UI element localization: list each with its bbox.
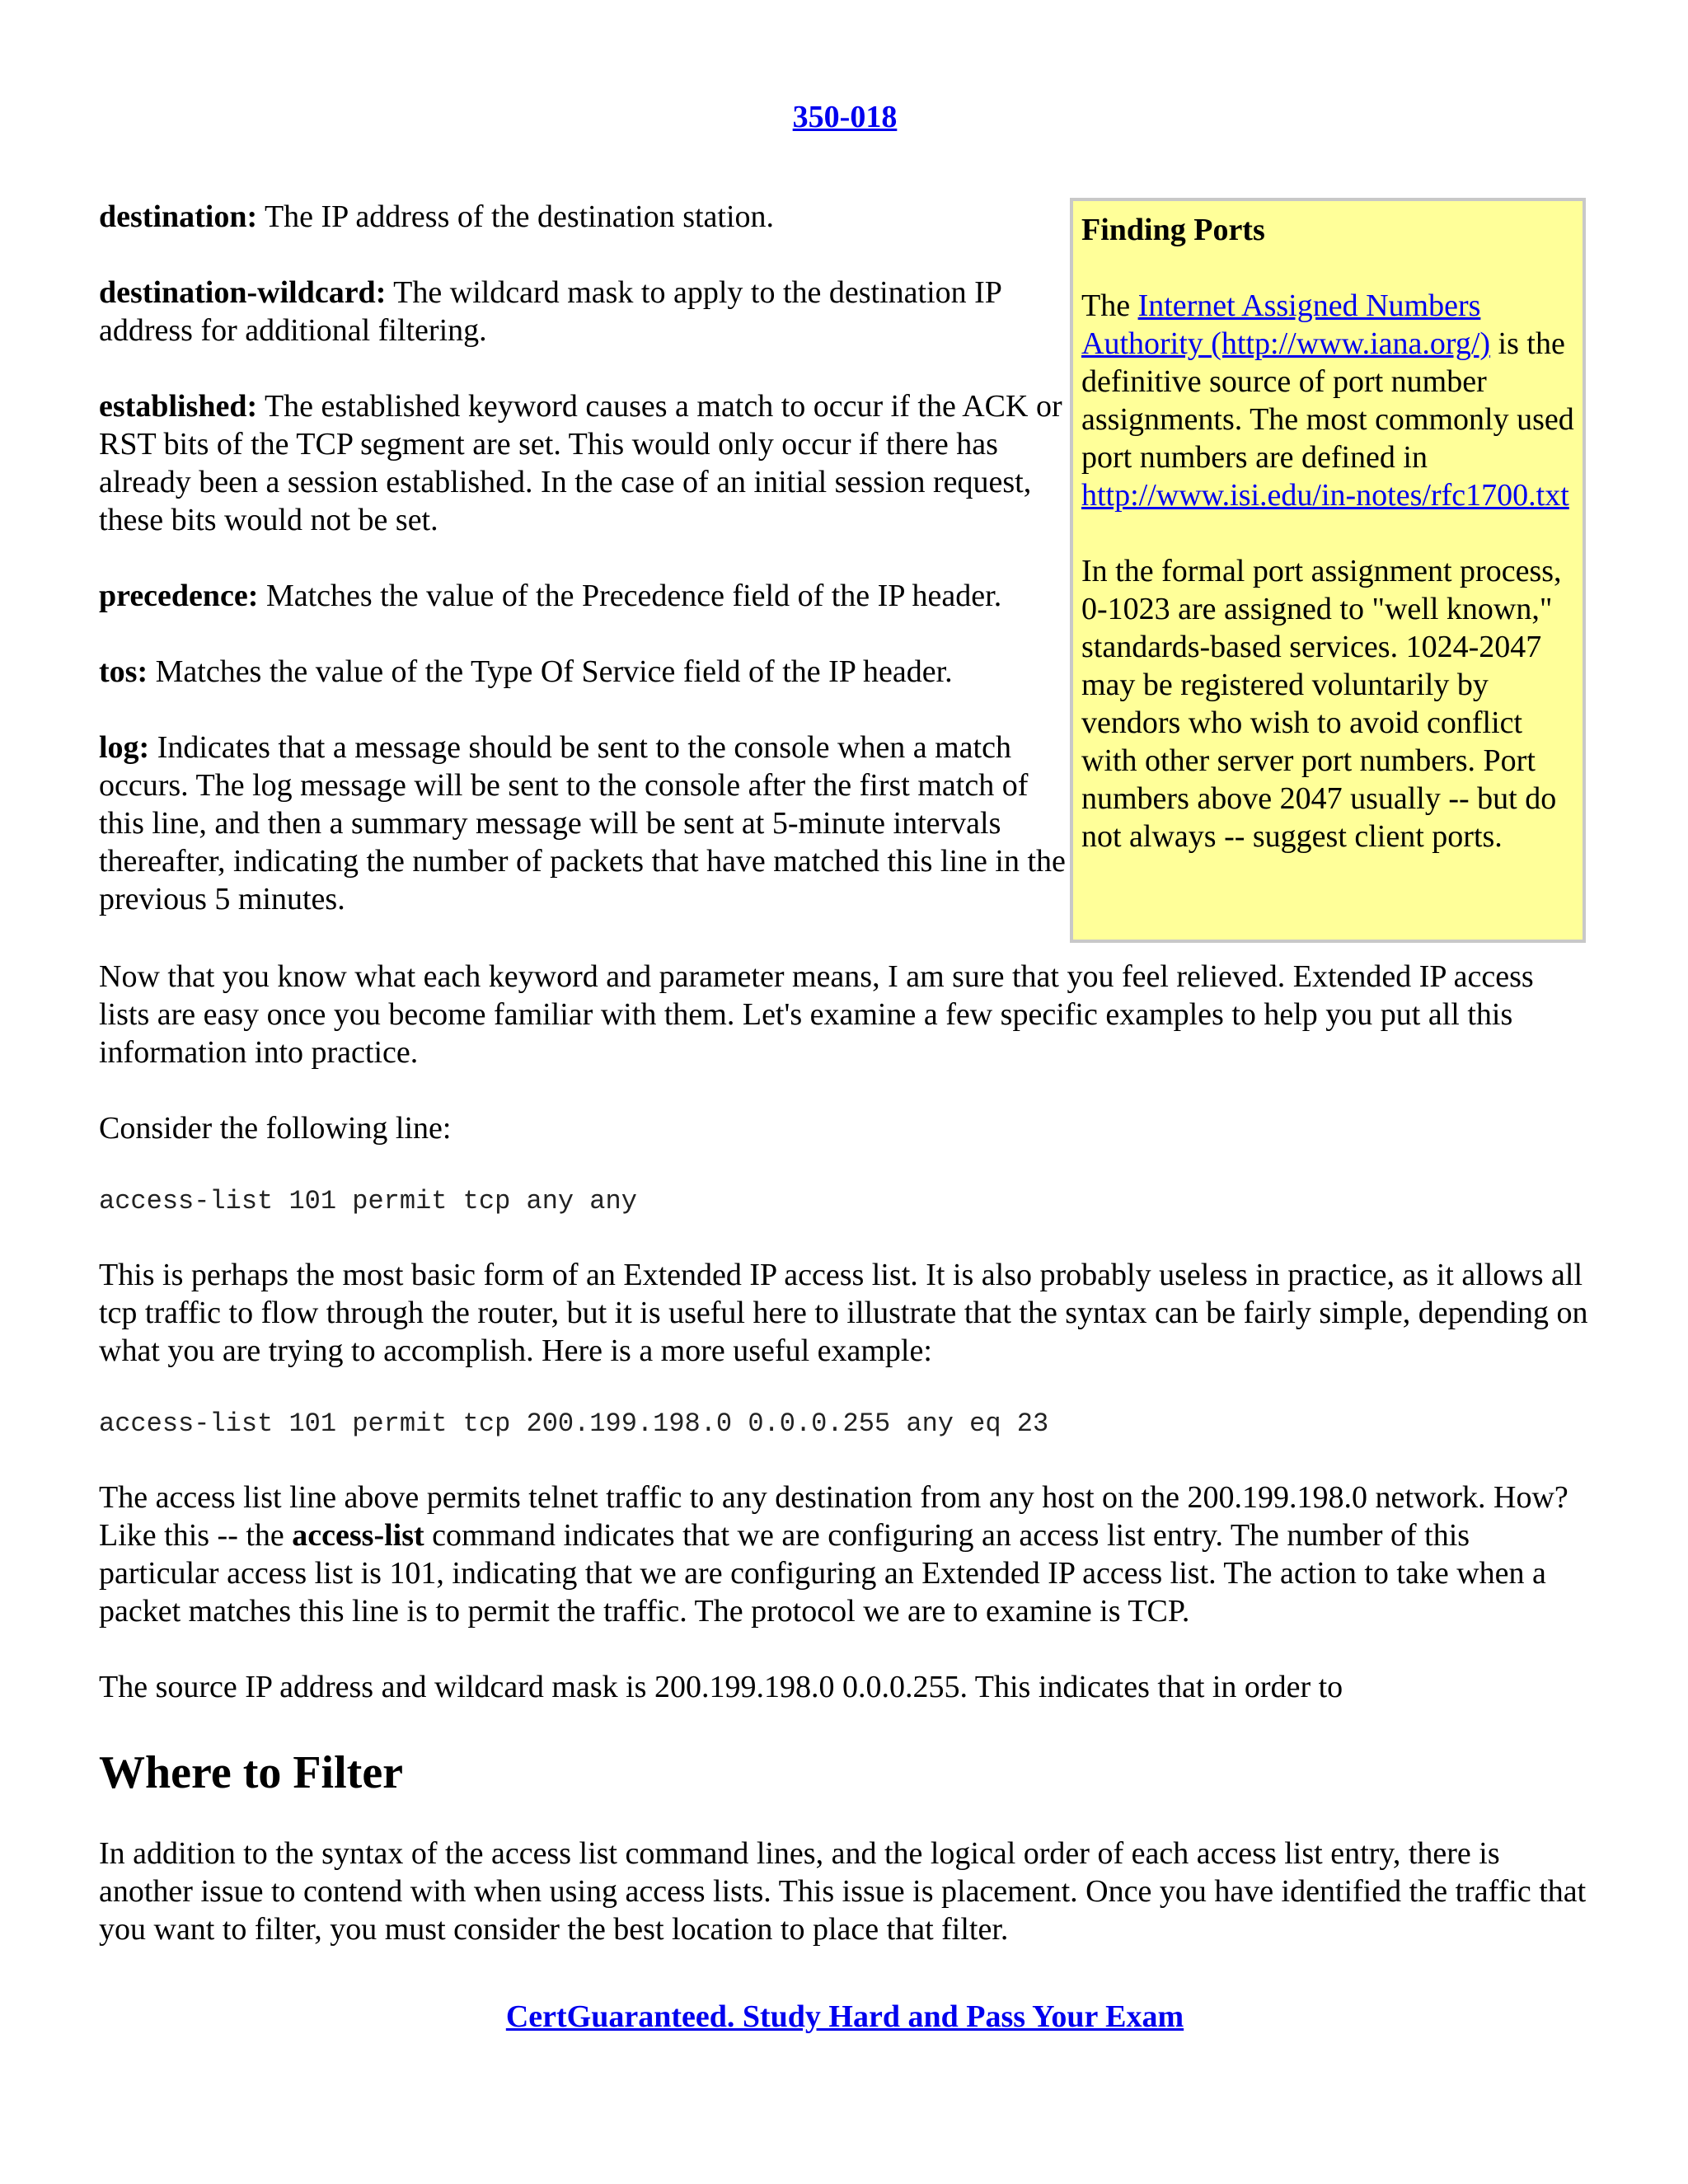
definition-text: The established keyword causes a match to occur if the ACK or RST bits of the TCP segment are set. This would only occur if there has already been a session established. In the case of an initial session request, these bits would not be set.: [99, 389, 1062, 537]
definition-term: precedence:: [99, 579, 259, 613]
definition-term: destination-wildcard:: [99, 275, 387, 310]
footer-link[interactable]: CertGuaranteed. Study Hard and Pass Your Exam: [505, 1999, 1184, 2034]
body-paragraph: The source IP address and wildcard mask is 200.199.198.0 0.0.0.255. This indicates that in order to: [99, 1670, 1343, 1704]
definition-destination: [99, 198, 1071, 236]
access-list-keyword: access-list: [292, 1518, 424, 1553]
sidebar-text: is the definitive source of port number assignments. The most commonly used port numbers are defined in: [1081, 326, 1574, 475]
sidebar-paragraph-port-ranges: In the formal port assignment process, 0-1023 are assigned to "well known," standards-based services. 1024-2047 may be registered voluntarily by vendors who wish to avoid conflict with other server port numbers. Port numbers above 2047 usually -- but do not always -- suggest client ports.: [1081, 554, 1562, 854]
main-content: [99, 958, 1591, 1986]
definition-precedence: [99, 577, 1071, 615]
definition-term: established:: [99, 389, 258, 424]
definition-log: [99, 729, 1071, 918]
body-paragraph: Now that you know what each keyword and parameter means, I am sure that you feel relieved. Extended IP access lists are easy once you become familiar with them. Let's examine a few specific examples to help you put all this information into practice.: [99, 959, 1534, 1070]
definition-term: tos:: [99, 654, 148, 689]
definition-term: destination:: [99, 199, 258, 234]
exam-code-link[interactable]: 350-018: [792, 100, 898, 134]
code-example: access-list 101 permit tcp 200.199.198.0 0.0.0.255 any eq 23: [99, 1408, 1049, 1439]
definition-text: Indicates that a message should be sent to the console when a match occurs. The log message will be sent to the console after the first match of this line, and then a summary message will be sent at 5-minute intervals thereafter, indicating the number of packets that have matched this line in the previous 5 minutes.: [99, 730, 1066, 916]
header: [99, 99, 1591, 135]
definition-text: Matches the value of the Precedence field of the IP header.: [258, 579, 1002, 613]
keyword-definitions: [99, 198, 1071, 956]
definition-text: The IP address of the destination station.: [257, 199, 775, 234]
body-text: The access list line above permits telnet traffic to any destination from any host on the 200.199.198.0 network. How? Like this -- the: [99, 1480, 1568, 1553]
body-paragraph: Consider the following line:: [99, 1111, 452, 1146]
body-paragraph: In addition to the syntax of the access list command lines, and the logical order of each access list entry, there is another issue to contend with when using access lists. This issue is placement. Once you have identified the traffic that you want to filter, you must consider the best location to place that filter.: [99, 1836, 1587, 1947]
definition-destination-wildcard: [99, 274, 1071, 349]
footer: [99, 1999, 1591, 2035]
definition-established: [99, 387, 1071, 539]
sidebar-paragraph-iana: [1081, 287, 1574, 514]
body-paragraph: [99, 1479, 1591, 1630]
definition-text: The wildcard mask to apply to the destination IP address for additional filtering.: [99, 275, 1001, 348]
sidebar-title: Finding Ports: [1081, 213, 1265, 247]
code-example: access-list 101 permit tcp any any: [99, 1186, 637, 1216]
body-text: command indicates that we are configuring an access list entry. The number of this particular access list is 101, indicating that we are configuring an Extended IP access list. The action to take when a packet matches this line is to permit the traffic. The protocol we are to examine is TCP.: [99, 1518, 1546, 1629]
section-title: Where to Filter: [99, 1747, 404, 1798]
body-paragraph: This is perhaps the most basic form of an Extended IP access list. It is also probably useless in practice, as it allows all tcp traffic to flow through the router, but it is useful here to illustrate that the syntax can be fairly simple, depending on what you are trying to accomplish. Here is a more useful example:: [99, 1258, 1588, 1368]
sidebar-text: The: [1081, 288, 1138, 323]
definition-tos: [99, 653, 1071, 691]
iana-link[interactable]: Internet Assigned Numbers Authority (http://www.iana.org/): [1081, 288, 1491, 361]
definition-text: Matches the value of the Type Of Service field of the IP header.: [148, 654, 953, 689]
rfc1700-link[interactable]: http://www.isi.edu/in-notes/rfc1700.txt: [1081, 478, 1569, 513]
definition-term: log:: [99, 730, 150, 765]
finding-ports-sidebar: [1070, 198, 1586, 943]
